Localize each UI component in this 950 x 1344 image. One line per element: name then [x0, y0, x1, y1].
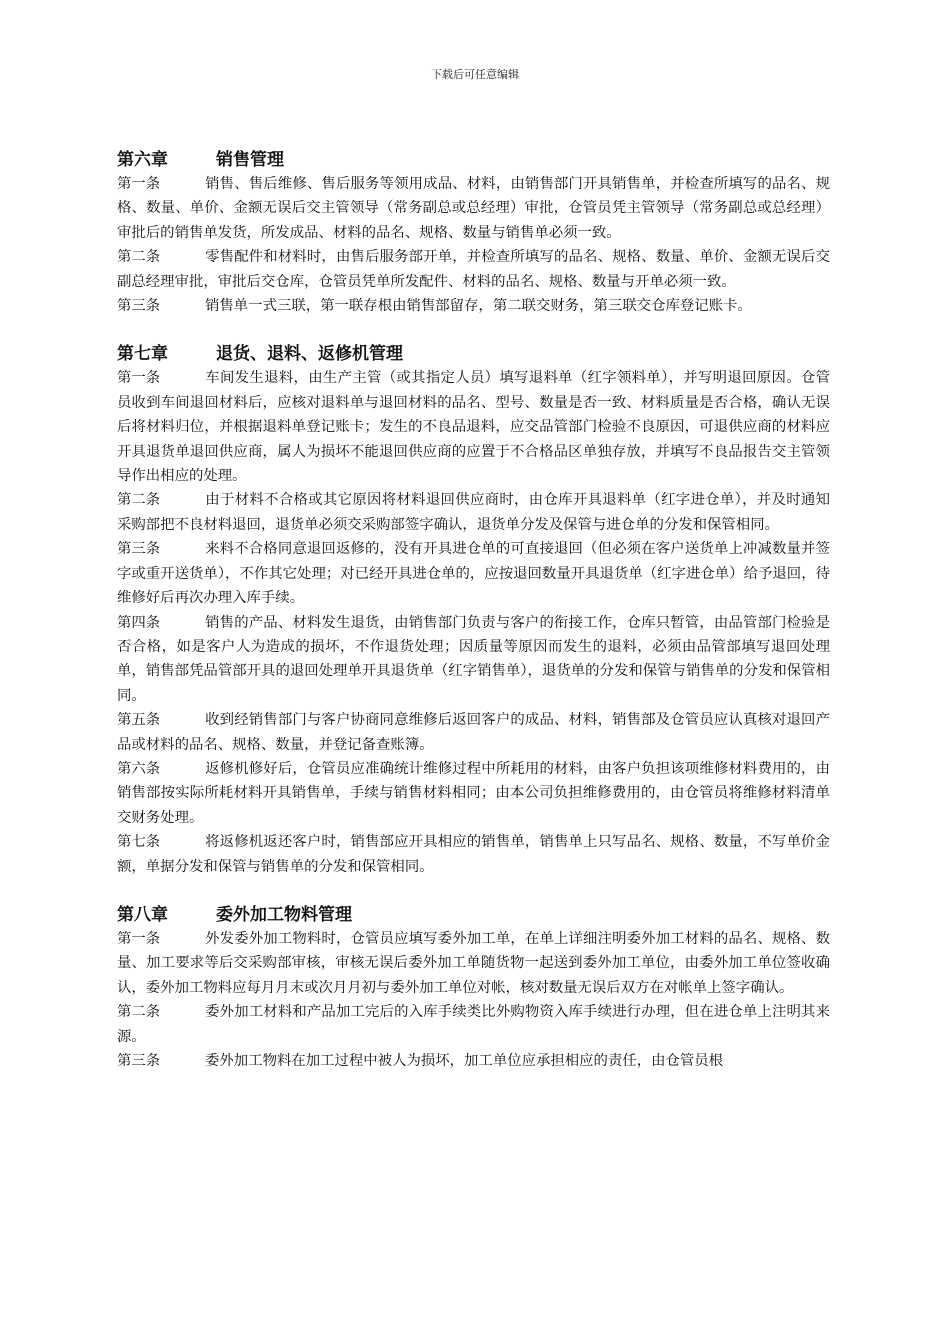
chapter-heading: [117, 148, 830, 172]
chapter-heading: [117, 903, 830, 927]
article: [117, 830, 830, 879]
chapter-title: 销售管理: [216, 150, 284, 170]
article-label: 第二条: [117, 1004, 161, 1021]
article-label: 第一条: [117, 930, 161, 947]
chapter-label: 第七章: [117, 344, 168, 365]
article-text: 销售单一式三联，第一联存根由销售部留存，第二联交财务，第三联交仓库登记账卡。: [205, 298, 752, 315]
article-text: 收到经销售部门与客户协商同意维修后返回客户的成品、材料，销售部及仓管员应认真核对退回产品或材料的品名、规格、数量，并登记备查账簿。: [117, 712, 830, 753]
page-header-note: 下载后可任意编辑: [431, 68, 519, 81]
article-label: 第一条: [117, 176, 161, 192]
chapter-heading: [117, 342, 830, 366]
article-text: 来料不合格同意退回返修的，没有开具进仓单的可直接退回（但必须在客户送货单上冲减数量并签字或重开送货单），不作其它处理；对已经开具进仓单的，应按退回数量开具退货单（红字进仓单）给予退回，待维修好后再次办理入库手续。: [117, 541, 830, 607]
article-label: 第五条: [117, 712, 161, 729]
article-text: 外发委外加工物料时，仓管员应填写委外加工单，在单上详细注明委外加工材料的品名、规格、数量、加工要求等后交采购部审核，审核无误后委外加工单随货物一起送到委外加工单位，由委外加工单位签收确认，委外加工物料应每月月末或次月月初与委外加工单位对帐，核对数量无误后双方在对帐单上签字确认。: [117, 930, 830, 996]
article-label: 第一条: [117, 370, 161, 387]
article: [117, 927, 830, 1000]
article-label: 第三条: [117, 298, 161, 315]
article-text: 零售配件和材料时，由售后服务部开单，并检查所填写的品名、规格、数量、单价、金额无误后交副总经理审批，审批后交仓库，仓管员凭单所发配件、材料的品名、规格、数量与开单必须一致。: [117, 249, 830, 290]
article-label: 第二条: [117, 249, 161, 266]
article-label: 第七条: [117, 834, 161, 851]
article: [117, 294, 830, 318]
article-text: 委外加工材料和产品加工完后的入库手续类比外购物资入库手续进行办理，但在进仓单上注明其来源。: [117, 1004, 830, 1045]
article-label: 第三条: [117, 1053, 161, 1069]
article: [117, 172, 830, 245]
article: [117, 1000, 830, 1049]
article: [117, 488, 830, 537]
article-label: 第三条: [117, 541, 161, 558]
chapter-8: [117, 903, 830, 1073]
chapter-label: 第八章: [117, 904, 168, 925]
article-label: 第六条: [117, 760, 161, 777]
article-text: 销售、售后维修、售后服务等领用成品、材料，由销售部门开具销售单，并检查所填写的品名、规格、数量、单价、金额无误后交主管领导（常务副总或总经理）审批，仓管员凭主管领导（常务副总或总经理）审批后的销售单发货，所发成品、材料的品名、规格、数量与销售单必须一致。: [117, 176, 830, 241]
article-text: 销售的产品、材料发生退货，由销售部门负责与客户的衔接工作，仓库只暂管，由品管部门检验是否合格，如是客户人为造成的损坏，不作退货处理；因质量等原因而发生的退料，必须由品管部填写退回处理单，销售部凭品管部开具的退回处理单开具退货单（红字销售单），退货单的分发和保管与销售单的分发和保管相同。: [117, 614, 830, 704]
article: [117, 537, 830, 610]
article: [117, 611, 830, 709]
article-text: 返修机修好后，仓管员应准确统计维修过程中所耗用的材料，由客户负担该项维修材料费用的，由销售部按实际所耗材料开具销售单，手续与销售材料相同；由本公司负担维修费用的，由仓管员将维修材料清单交财务处理。: [117, 760, 830, 826]
document-body: [117, 148, 830, 1073]
article-text: 由于材料不合格或其它原因将材料退回供应商时，由仓库开具退料单（红字进仓单），并及时通知采购部把不良材料退回，退货单必须交采购部签字确认，退货单分发及保管与进仓单的分发和保管相同。: [117, 492, 830, 533]
article: [117, 1049, 830, 1073]
chapter-title: 委外加工物料管理: [216, 904, 352, 925]
article-text: 车间发生退料，由生产主管（或其指定人员）填写退料单（红字领料单），并写明退回原因。仓管员收到车间退回材料后，应核对退料单与退回材料的品名、型号、数量是否一致、材料质量是否合格，确认无误后将材料归位，并根据退料单登记账卡；发生的不良品退料，应交品管部门检验不良原因，可退供应商的材料应开具退货单退回供应商，属人为损坏不能退回供应商的应置于不合格品区单独存放，并填写不良品报告交主管领导作出相应的处理。: [117, 370, 830, 485]
chapter-label: 第六章: [117, 150, 168, 170]
article-text: 将返修机返还客户时，销售部应开具相应的销售单，销售单上只写品名、规格、数量，不写单价金额，单据分发和保管与销售单的分发和保管相同。: [117, 834, 830, 875]
chapter-title: 退货、退料、返修机管理: [216, 344, 403, 365]
article-text: 委外加工物料在加工过程中被人为损坏，加工单位应承担相应的责任，由仓管员根: [205, 1053, 724, 1069]
article: [117, 245, 830, 294]
article: [117, 757, 830, 830]
article: [117, 366, 830, 488]
article: [117, 708, 830, 757]
chapter-6: [117, 148, 830, 318]
chapter-7: [117, 342, 830, 879]
article-label: 第四条: [117, 614, 161, 631]
article-label: 第二条: [117, 492, 161, 509]
